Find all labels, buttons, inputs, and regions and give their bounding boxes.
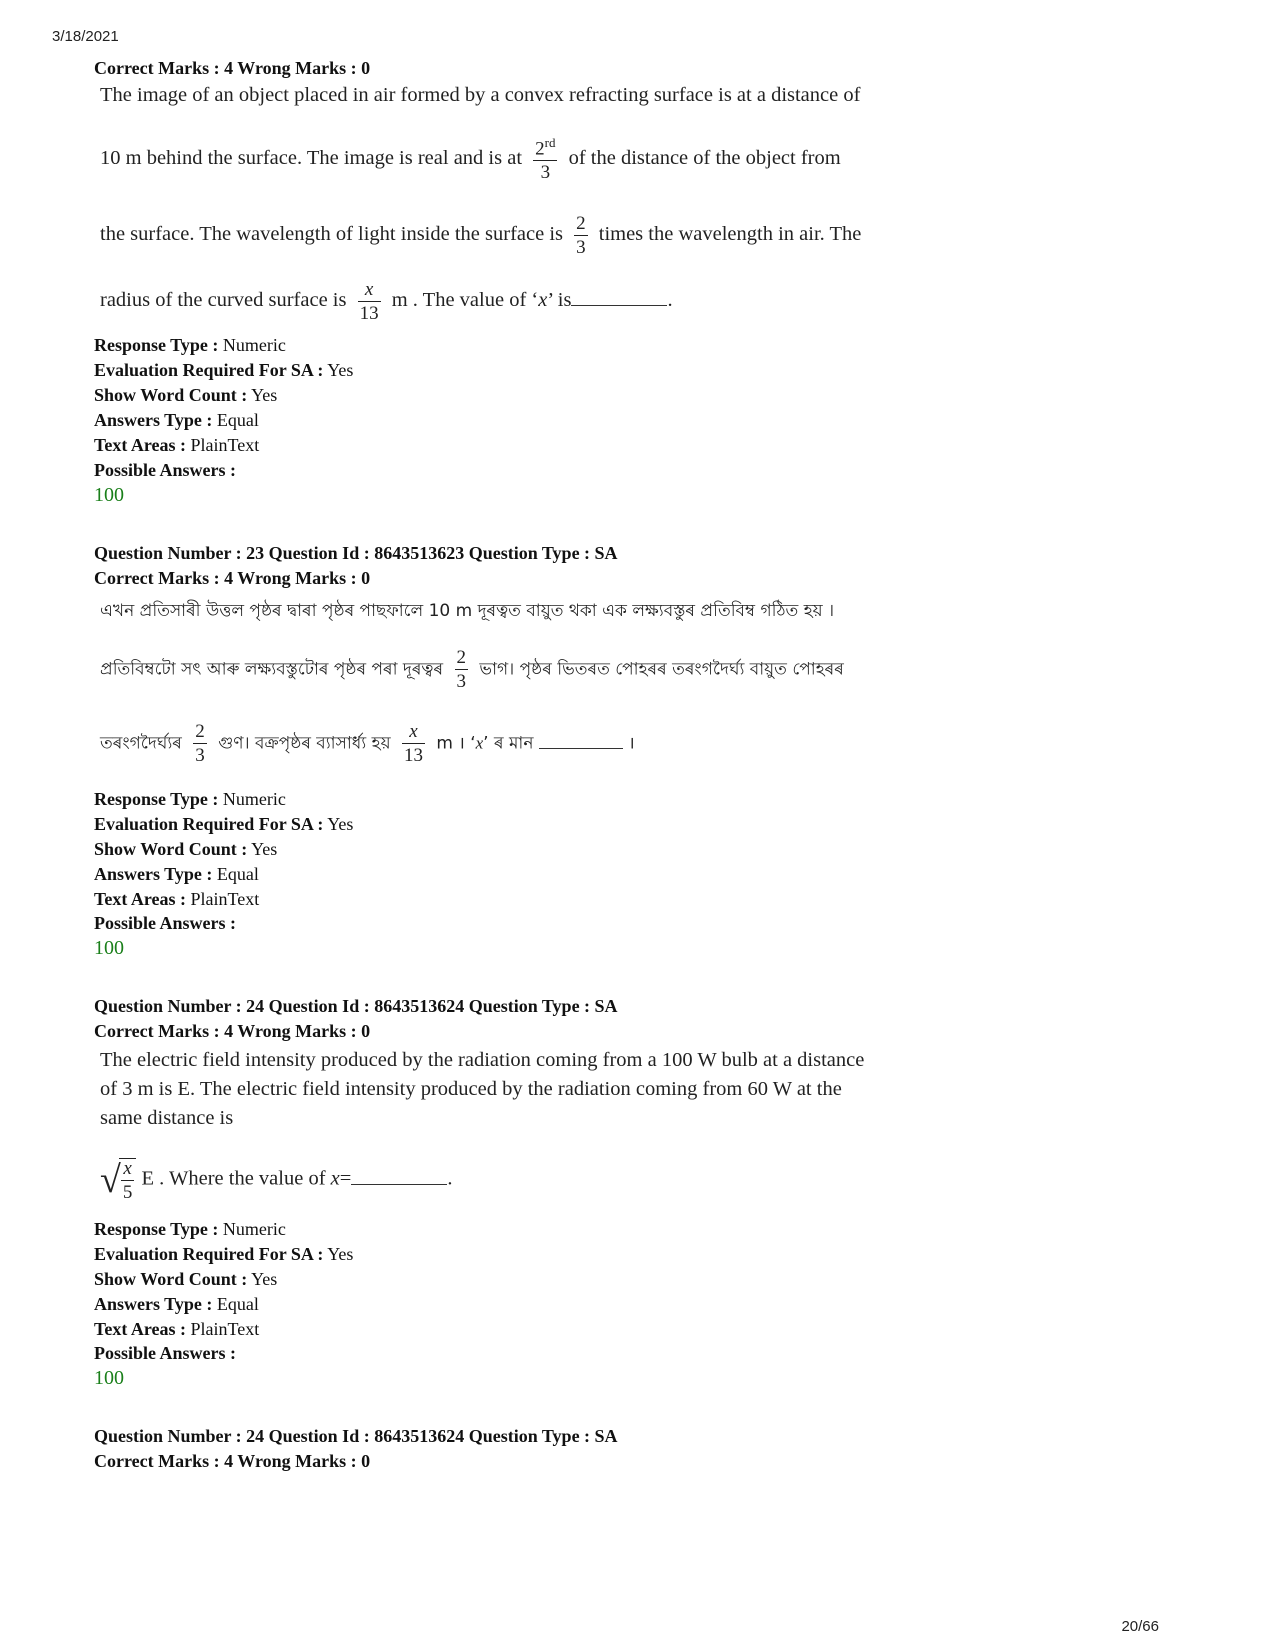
evaluation-required: Evaluation Required For SA : Yes xyxy=(94,814,354,834)
fraction: $\frac{2^{rd}}{3}$ xyxy=(535,135,556,184)
question-header: Question Number : 24 Question Id : 8643513624 Question Type : SA xyxy=(94,1426,618,1446)
possible-answers-label: Possible Answers : xyxy=(94,460,237,480)
question-text-line: radius of the curved surface is $\frac{x}{13}$ m . The value of ‘x’ is . xyxy=(100,279,673,324)
question-text-line: The image of an object placed in air formed by a convex refracting surface is at a distance of xyxy=(100,84,861,106)
fraction: $\frac{x}{5}$ xyxy=(122,1158,133,1203)
question-text-line: 10 m behind the surface. The image is real and is at $\frac{2^{rd}}{3}$ of the distance of the object from xyxy=(100,135,841,184)
question-header: Question Number : 24 Question Id : 8643513624 Question Type : SA xyxy=(94,996,618,1016)
possible-answer-value: 100 xyxy=(94,1367,124,1389)
response-type: Response Type : Numeric xyxy=(94,1219,286,1239)
question-text-line: প্ৰতিবিম্বটো সৎ আৰু লক্ষ্যবস্তুটোৰ পৃষ্ঠৰ পৰা দূৰত্বৰ $\frac{2}{3}$ ভাগ। পৃষ্ঠৰ ভিতৰত পোহৰৰ তৰংগদৈৰ্ঘ্য বায়ুত পোহৰৰ xyxy=(100,647,844,692)
evaluation-required: Evaluation Required For SA : Yes xyxy=(94,360,354,380)
evaluation-required: Evaluation Required For SA : Yes xyxy=(94,1244,354,1264)
possible-answer-value: 100 xyxy=(94,937,124,959)
fraction: $\frac{2}{3}$ xyxy=(195,721,205,766)
answer-blank xyxy=(351,1170,447,1185)
question-text-line: the surface. The wavelength of light inside the surface is $\frac{2}{3}$ times the wavelength in air. The xyxy=(100,213,862,258)
marks-line: Correct Marks : 4 Wrong Marks : 0 xyxy=(94,1451,371,1471)
possible-answers-label: Possible Answers : xyxy=(94,1343,237,1363)
show-word-count: Show Word Count : Yes xyxy=(94,385,278,405)
question-text-line: এখন প্ৰতিসাৰী উত্তল পৃষ্ঠৰ দ্বাৰা পৃষ্ঠৰ পাছফালে 10 m দূৰত্বত বায়ুত থকা এক লক্ষ্যবস্তুৰ প্ৰতিবিম্ব গঠিত হয় । xyxy=(100,601,835,621)
question-text-line: The electric field intensity produced by the radiation coming from a 100 W bulb at a distance xyxy=(100,1049,865,1071)
response-type: Response Type : Numeric xyxy=(94,335,286,355)
marks-line: Correct Marks : 4 Wrong Marks : 0 xyxy=(94,568,371,588)
answer-blank xyxy=(539,734,623,749)
possible-answers-label: Possible Answers : xyxy=(94,913,237,933)
fraction: $\frac{2}{3}$ xyxy=(456,647,466,692)
answers-type: Answers Type : Equal xyxy=(94,410,259,430)
text-areas: Text Areas : PlainText xyxy=(94,1319,260,1339)
question-header: Question Number : 23 Question Id : 8643513623 Question Type : SA xyxy=(94,543,618,563)
question-text-line: √ $\frac{x}{5}$ E . Where the value of x= . xyxy=(100,1158,453,1203)
marks-line: Correct Marks : 4 Wrong Marks : 0 xyxy=(94,58,371,78)
fraction: $\frac{x}{13}$ xyxy=(404,721,423,766)
fraction: $\frac{2}{3}$ xyxy=(576,213,586,258)
page-number: 20/66 xyxy=(1121,1618,1159,1635)
show-word-count: Show Word Count : Yes xyxy=(94,1269,278,1289)
response-type: Response Type : Numeric xyxy=(94,789,286,809)
question-text-line: same distance is xyxy=(100,1107,234,1129)
square-root: √ $\frac{x}{5}$ xyxy=(100,1158,136,1202)
question-text-line: of 3 m is E. The electric field intensity produced by the radiation coming from 60 W at the xyxy=(100,1078,842,1100)
fraction: $\frac{x}{13}$ xyxy=(359,279,379,324)
marks-line: Correct Marks : 4 Wrong Marks : 0 xyxy=(94,1021,371,1041)
possible-answer-value: 100 xyxy=(94,484,124,506)
answers-type: Answers Type : Equal xyxy=(94,1294,259,1314)
question-text-line: তৰংগদৈৰ্ঘ্যৰ $\frac{2}{3}$ গুণ। বক্ৰপৃষ্ঠৰ ব্যাসাৰ্ধ্য হয় $\frac{x}{13}$ m । ‘x’ ৰ মান । xyxy=(100,721,635,766)
answer-blank xyxy=(571,291,667,306)
text-areas: Text Areas : PlainText xyxy=(94,889,260,909)
answers-type: Answers Type : Equal xyxy=(94,864,259,884)
show-word-count: Show Word Count : Yes xyxy=(94,839,278,859)
text-areas: Text Areas : PlainText xyxy=(94,435,260,455)
print-date: 3/18/2021 xyxy=(52,28,119,45)
